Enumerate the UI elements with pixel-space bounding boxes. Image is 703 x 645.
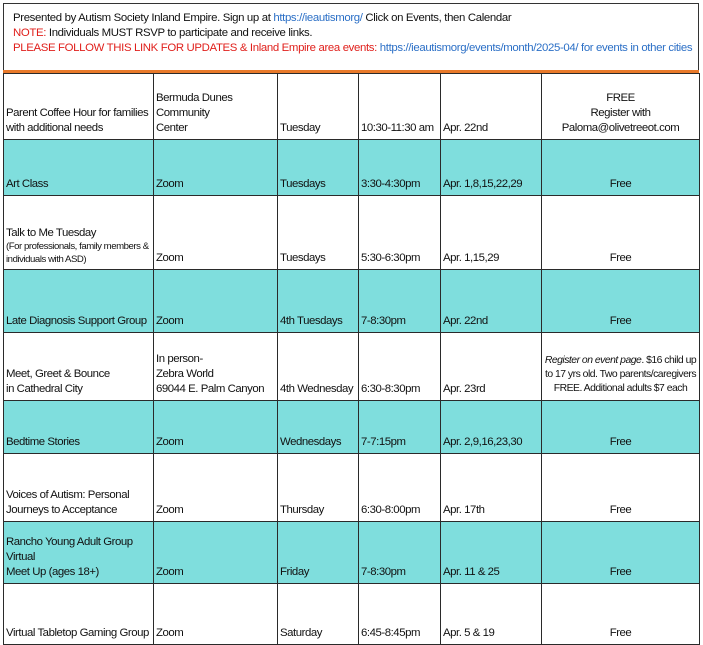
event-dates: Apr. 1,15,29 [441, 196, 542, 270]
rsvp-note: NOTE: Individuals MUST RSVP to participate and receive links. [13, 27, 313, 39]
event-time: 7-8:30pm [359, 270, 441, 333]
event-day: Tuesdays [278, 196, 359, 270]
event-location: Zoom [154, 522, 278, 584]
signup-link[interactable]: https://ieautismorg/ [273, 12, 363, 24]
event-cost: Free [542, 401, 700, 454]
event-cost: Free [542, 270, 700, 333]
event-dates: Apr. 1,8,15,22,29 [441, 140, 542, 196]
event-day: Friday [278, 522, 359, 584]
event-location: Zoom [154, 140, 278, 196]
register-note: Register on event page [544, 355, 642, 366]
table-row [4, 584, 700, 645]
event-dates: Apr. 17th [441, 454, 542, 522]
event-day: Saturday [278, 584, 359, 645]
event-name: Talk to Me Tuesday (For professionals, family members & individuals with ASD) [4, 196, 154, 270]
events-link[interactable]: https://ieautismorg/events/month/2025-04/ [376, 42, 579, 54]
event-cost: Register on event page. $16 child up to 17 yrs old. Two parents/caregivers FREE. Additional adults $7 each [542, 333, 700, 401]
event-location: Zoom [154, 584, 278, 645]
event-name: Rancho Young Adult Group Virtual Meet Up (ages 18+) [4, 522, 154, 584]
event-day: 4th Tuesdays [278, 270, 359, 333]
event-dates: Apr. 22nd [441, 74, 542, 140]
event-location: Zoom [154, 401, 278, 454]
table-row [4, 454, 700, 522]
event-day: Thursday [278, 454, 359, 522]
event-time: 5:30-6:30pm [359, 196, 441, 270]
table-row [4, 140, 700, 196]
event-cost: Free [542, 584, 700, 645]
event-schedule-table [3, 73, 700, 645]
event-dates: Apr. 23rd [441, 333, 542, 401]
event-name: Meet, Greet & Bounce in Cathedral City [4, 333, 154, 401]
event-name: Late Diagnosis Support Group [4, 270, 154, 333]
event-name: Parent Coffee Hour for families with additional needs [4, 74, 154, 140]
table-row [4, 401, 700, 454]
event-name: Voices of Autism: Personal Journeys to Acceptance [4, 454, 154, 522]
note-label: NOTE: [13, 27, 47, 39]
event-day: Tuesdays [278, 140, 359, 196]
event-day: Tuesday [278, 74, 359, 140]
event-day: 4th Wednesday [278, 333, 359, 401]
event-time: 6:30-8:00pm [359, 454, 441, 522]
updates-text: PLEASE FOLLOW THIS LINK FOR UPDATES & Inland Empire area events: [13, 42, 377, 54]
signup-line: Presented by Autism Society Inland Empire. Sign up at https://ieautismorg/ Click on Events, then Calendar [13, 12, 512, 24]
event-name: Art Class [4, 140, 154, 196]
event-location: In person- Zebra World 69044 E. Palm Canyon [154, 333, 278, 401]
event-dates: Apr. 2,9,16,23,30 [441, 401, 542, 454]
table-row [4, 74, 700, 140]
event-time: 7-7:15pm [359, 401, 441, 454]
event-time: 10:30-11:30 am [359, 74, 441, 140]
event-dates: Apr. 5 & 19 [441, 584, 542, 645]
event-time: 7-8:30pm [359, 522, 441, 584]
event-name: Bedtime Stories [4, 401, 154, 454]
event-cost: Free [542, 196, 700, 270]
event-day: Wednesdays [278, 401, 359, 454]
event-name: Virtual Tabletop Gaming Group [4, 584, 154, 645]
event-dates: Apr. 11 & 25 [441, 522, 542, 584]
event-cost: Free [542, 522, 700, 584]
event-location: Zoom [154, 270, 278, 333]
event-location: Bermuda Dunes Community Center [154, 74, 278, 140]
flyer-header [3, 3, 699, 70]
event-dates: Apr. 22nd [441, 270, 542, 333]
event-time: 6:45-8:45pm [359, 584, 441, 645]
event-cost: FREE Register with Paloma@olivetreeot.com [542, 74, 700, 140]
event-cost: Free [542, 140, 700, 196]
event-location: Zoom [154, 196, 278, 270]
event-cost: Free [542, 454, 700, 522]
table-row [4, 196, 700, 270]
table-row [4, 333, 700, 401]
event-time: 3:30-4:30pm [359, 140, 441, 196]
event-time: 6:30-8:30pm [359, 333, 441, 401]
table-row [4, 522, 700, 584]
event-location: Zoom [154, 454, 278, 522]
updates-line: PLEASE FOLLOW THIS LINK FOR UPDATES & Inland Empire area events: https://ieautismorg/events/month/2025-04/ for events in other cities [13, 42, 693, 54]
table-row [4, 270, 700, 333]
